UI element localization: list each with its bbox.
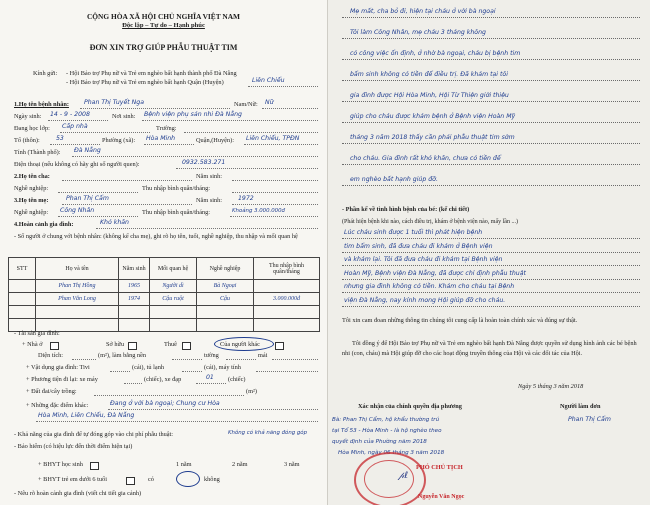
land-unit: (m²)	[246, 388, 257, 395]
disease-label: - Phần kể về tình hình bệnh của bé: (kể chi tiết)	[342, 206, 470, 213]
house-label: + Nhà ở	[22, 341, 43, 348]
ruled-line	[342, 38, 640, 39]
member-job: Cậu	[197, 293, 254, 306]
house-checkbox[interactable]	[50, 342, 59, 350]
ruled-line	[342, 101, 640, 102]
insurance-label: - Bảo hiểm (có hiệu lực đến thời điểm hiện tại)	[14, 443, 133, 450]
handwritten-line: nhưng gia đình không có tiền. Khám cho cháu tại Bệnh	[344, 283, 515, 290]
member-year: 1965	[119, 280, 150, 293]
table-row	[9, 293, 320, 306]
mother-name-value: Phan Thị Cẩm	[66, 195, 109, 202]
items-label: + Vật dụng gia đình: Tivi	[26, 364, 90, 371]
commit-text: Tôi xin cam đoan những thông tin chúng tôi cung cấp là hoàn toàn chính xác và đúng sự thật.	[342, 317, 578, 324]
motto: Độc lập – Tự do – Hạnh phúc	[122, 22, 205, 29]
phone-value: 0932.583.271	[182, 159, 226, 166]
col-year: Năm sinh	[119, 258, 150, 280]
ruled-line	[342, 17, 640, 18]
mother-income-label: Thu nhập bình quân/tháng:	[142, 209, 211, 216]
member-year: 1974	[119, 293, 150, 306]
to-value: 53	[56, 135, 64, 142]
father-income-label: Thu nhập bình quân/tháng:	[142, 185, 211, 192]
gender-value: Nữ	[265, 99, 274, 106]
school-label: Đang học lớp:	[14, 125, 50, 132]
member-name: Phan Văn Long	[36, 293, 119, 306]
vehicle-unit: (chiếc), xe đạp	[144, 376, 182, 383]
bhyt-hoc-checkbox[interactable]	[90, 462, 99, 470]
area-label: Diện tích:	[38, 352, 64, 359]
kinh-gui-label: Kính gửi:	[33, 70, 58, 77]
handwritten-line: gia đình được Hội Hòa Minh, Hội Từ Thiện giới thiệu	[350, 92, 509, 99]
other-circle	[214, 337, 274, 351]
year-1-label: 1 năm	[176, 461, 192, 468]
mother-job-value: Công Nhân	[60, 207, 95, 214]
handwritten-line: cho cháu. Gia đình rất khó khăn, chưa có tiền để	[350, 155, 501, 162]
ruled-line	[342, 80, 640, 81]
dob-value: 14 - 9 - 2008	[50, 111, 90, 118]
recipient-city: - Hội Bảo trợ Phụ nữ và Trẻ em nghèo bất hạnh thành phố Đà Nẵng	[66, 70, 237, 77]
nation-heading: CỘNG HÒA XÃ HỘI CHỦ NGHĨA VIỆT NAM	[86, 12, 241, 21]
handwritten-line: tháng 3 năm 2018 thấy cần phải phẫu thuật tim sớm	[350, 134, 515, 141]
special-value-2: Hòa Minh, Liên Chiểu, Đà Nẵng	[38, 412, 135, 419]
province-value: Đà Nẵng	[74, 147, 101, 154]
year-3-label: 3 năm	[284, 461, 300, 468]
ability-value: Không có khả năng đóng góp	[228, 430, 308, 436]
authority-text-2: tại Tổ 53 - Hòa Minh - là hộ nghèo theo	[332, 428, 442, 434]
roof-label: mái	[258, 352, 268, 359]
assets-title: - Tài sản gia đình:	[14, 330, 60, 337]
member-income	[254, 280, 320, 293]
members-table	[8, 257, 320, 332]
bhyt-child-checkbox[interactable]	[126, 477, 135, 485]
wall-label: tường	[204, 352, 219, 359]
family-value: Khó khăn	[100, 219, 129, 226]
dob-label: Ngày sinh:	[14, 113, 42, 120]
father-name-label: 2.Họ tên cha:	[14, 173, 50, 180]
family-label: 4.Hoàn cảnh gia đình:	[14, 221, 74, 228]
recipient-district: - Hội Bảo trợ Phụ nữ và Trẻ em nghèo bất hạnh Quận (Huyện)	[66, 79, 224, 86]
bhyt-hoc-label: + BHYT học sinh	[38, 461, 83, 468]
ruled-line	[342, 143, 640, 144]
handwritten-line: em nghèo bất hạnh giúp đỡ.	[350, 176, 438, 183]
no-circle	[176, 471, 200, 487]
ruled-line	[342, 185, 640, 186]
authority-text-3: quyết định của Phường năm 2018	[332, 439, 427, 445]
member-relation: Người dì	[150, 280, 197, 293]
vehicle-label: + Phương tiện đi lại: xe máy	[26, 376, 98, 383]
rent-label: Thuê	[164, 341, 177, 348]
col-relation: Mối quan hệ	[150, 258, 197, 280]
mother-job-label: Nghề nghiệp:	[14, 209, 49, 216]
table-row	[9, 280, 320, 293]
authority-text-4: Hòa Minh, ngày 06 tháng 3 năm 2018	[338, 450, 445, 456]
phone-label: Điện thoại (nếu không có hãy ghi số người quen):	[14, 161, 140, 168]
handwritten-line: có công việc ổn định, ở nhờ bà ngoại, cháu bị bệnh tim	[350, 50, 521, 57]
birthplace-value: Bệnh viện phụ sản nhi Đà Nẵng	[144, 111, 242, 118]
handwritten-line: tim bẩm sinh, đã đưa cháu đi khám ở Bệnh viện	[344, 242, 493, 250]
mother-income-value: Khoảng 3.000.000đ	[232, 208, 285, 214]
ruled-line	[342, 238, 640, 239]
disease-hint: (Phát hiện bệnh khi nào, cách điều trị, khám ở bệnh viện nào, mấy lần ...)	[342, 219, 518, 225]
father-birth-label: Năm sinh:	[196, 173, 223, 180]
member-income: 3.000.000đ	[254, 293, 320, 306]
to-label: Tổ (thôn):	[14, 137, 40, 144]
mother-birth-label: Năm sinh:	[196, 197, 223, 204]
col-name: Họ và tên	[36, 258, 119, 280]
ruled-line	[342, 59, 640, 60]
handwritten-line: viện Đà Nẵng, nay kính mong Hội giúp đỡ cho cháu.	[344, 296, 506, 304]
stamp-name: Nguyễn Văn Ngọc	[418, 494, 465, 500]
other-note: - Nêu rõ hoàn cảnh gia đình (viết chi tiết gia cảnh)	[14, 490, 142, 497]
handwritten-line: Hoàn Mỹ, Bệnh viện Đà Nẵng, đã được chỉ định phẫu thuật	[344, 269, 526, 277]
member-name: Phan Thị Hồng	[36, 280, 119, 293]
yes-label: có	[148, 476, 154, 483]
col-stt: STT	[9, 258, 36, 280]
patient-name-label: 1.Họ tên bệnh nhân:	[14, 101, 69, 108]
bhyt-child-label: + BHYT trẻ em dưới 6 tuổi	[38, 476, 107, 483]
handwritten-line: giúp cho cháu được khám bệnh ở Bệnh viện Hoàn Mỹ	[350, 113, 516, 120]
ruled-line	[342, 164, 640, 165]
recipient-district-value: Liên Chiểu	[252, 77, 285, 84]
special-label: + Những đặc điểm khác:	[26, 402, 89, 409]
birthplace-label: Nơi sinh:	[112, 113, 136, 120]
stamp-signature: 𝓅ℓ	[398, 471, 409, 481]
col-income: Thu nhập bình quân/tháng	[254, 258, 320, 280]
sign-date: Ngày 5 tháng 3 năm 2018	[518, 383, 584, 390]
no-label: không	[204, 476, 220, 483]
ward-label: Phường (xã):	[102, 137, 136, 144]
year-2-label: 2 năm	[232, 461, 248, 468]
form-right-page	[327, 0, 650, 505]
other-label: Của người khác	[220, 341, 260, 348]
ruled-line	[342, 292, 640, 293]
applicant-label: Người làm đơn	[560, 403, 601, 410]
agree-text: Tôi đồng ý để Hội Bảo trợ Phụ nữ và Trẻ em nghèo bất hạnh Đà Nẵng được quyền sử dụng hình ảnh các bé bệnh nhi (con, cháu) mà Hội giúp đỡ cho các hoạt động truyền thông của Hội và các đối tác của Hội.	[342, 340, 637, 357]
patient-name-value: Phan Thị Tuyết Nga	[84, 99, 145, 106]
ruled-line	[342, 252, 640, 253]
district-value: Liên Chiểu, TPĐN	[246, 135, 300, 142]
member-job: Bà Ngoại	[197, 280, 254, 293]
stamp-role: PHÓ CHỦ TỊCH	[416, 464, 463, 471]
authority-text-1: Bà: Phan Thị Cẩm, hộ khẩu thường trú	[332, 417, 440, 423]
district-label: Quận,(Huyện):	[196, 137, 234, 144]
ruled-line	[342, 306, 640, 307]
authority-label: Xác nhận của chính quyền địa phương	[358, 403, 462, 410]
form-title: ĐƠN XIN TRỢ GIÚP PHẪU THUẬT TIM	[89, 43, 238, 52]
handwritten-line: Mẹ mất, cha bỏ đi, hiện tại cháu ở với bà ngoại	[350, 8, 496, 15]
gender-label: Nam/Nữ:	[234, 101, 258, 108]
province-label: Tỉnh (Thành phố):	[14, 149, 61, 156]
school-value: Cấp nhà	[62, 123, 88, 130]
applicant-signature: Phan Thị Cẩm	[568, 416, 611, 423]
ability-label: - Khả năng của gia đình để tự đóng góp vào chi phí phẫu thuật:	[14, 431, 174, 438]
special-value-1: Đang ở với bà ngoại; Chung cư Hòa	[110, 400, 220, 407]
handwritten-line: Tôi làm Công Nhân, mẹ cháu 3 tháng không	[350, 29, 486, 36]
school-name-label: Trường:	[156, 125, 177, 132]
handwritten-line: và khám lại. Tôi đã đưa cháu đi khám tại Bệnh viện	[344, 256, 503, 263]
ward-value: Hòa Minh	[146, 135, 176, 142]
vehicle-unit2: (chiếc)	[228, 376, 246, 383]
father-job-label: Nghề nghiệp:	[14, 185, 49, 192]
member-relation: Cậu ruột	[150, 293, 197, 306]
rent-checkbox[interactable]	[182, 342, 191, 350]
handwritten-line: bẩm sinh không có tiền để điều trị. Đã khám tại tôi	[350, 71, 508, 78]
area-unit: (m²), làm bằng nền	[98, 352, 147, 359]
items-unit: (cái), tủ lạnh	[132, 364, 164, 371]
mother-name-label: 3.Họ tên mẹ:	[14, 197, 49, 204]
mother-birth-value: 1972	[238, 195, 254, 202]
items-unit2: (cái), máy tính	[204, 364, 241, 371]
ruled-line	[342, 279, 640, 280]
land-label: + Đất đai/cây trồng:	[26, 388, 77, 395]
handwritten-line: Lúc cháu sinh được 1 tuổi thì phát hiện bệnh	[344, 229, 483, 236]
own-checkbox[interactable]	[128, 342, 137, 350]
col-job: Nghề nghiệp	[197, 258, 254, 280]
ruled-line	[342, 122, 640, 123]
ruled-line	[342, 265, 640, 266]
members-note: - Số người ở chung với bệnh nhân: (không kể cha mẹ), ghi rõ họ tên, tuổi, nghề nghiệp, thu nhập và mối quan hệ	[14, 233, 298, 240]
vehicle-value: 01	[206, 374, 214, 381]
table-row	[9, 306, 320, 319]
own-label: Sở hữu	[106, 341, 125, 348]
other-checkbox[interactable]	[275, 342, 284, 350]
